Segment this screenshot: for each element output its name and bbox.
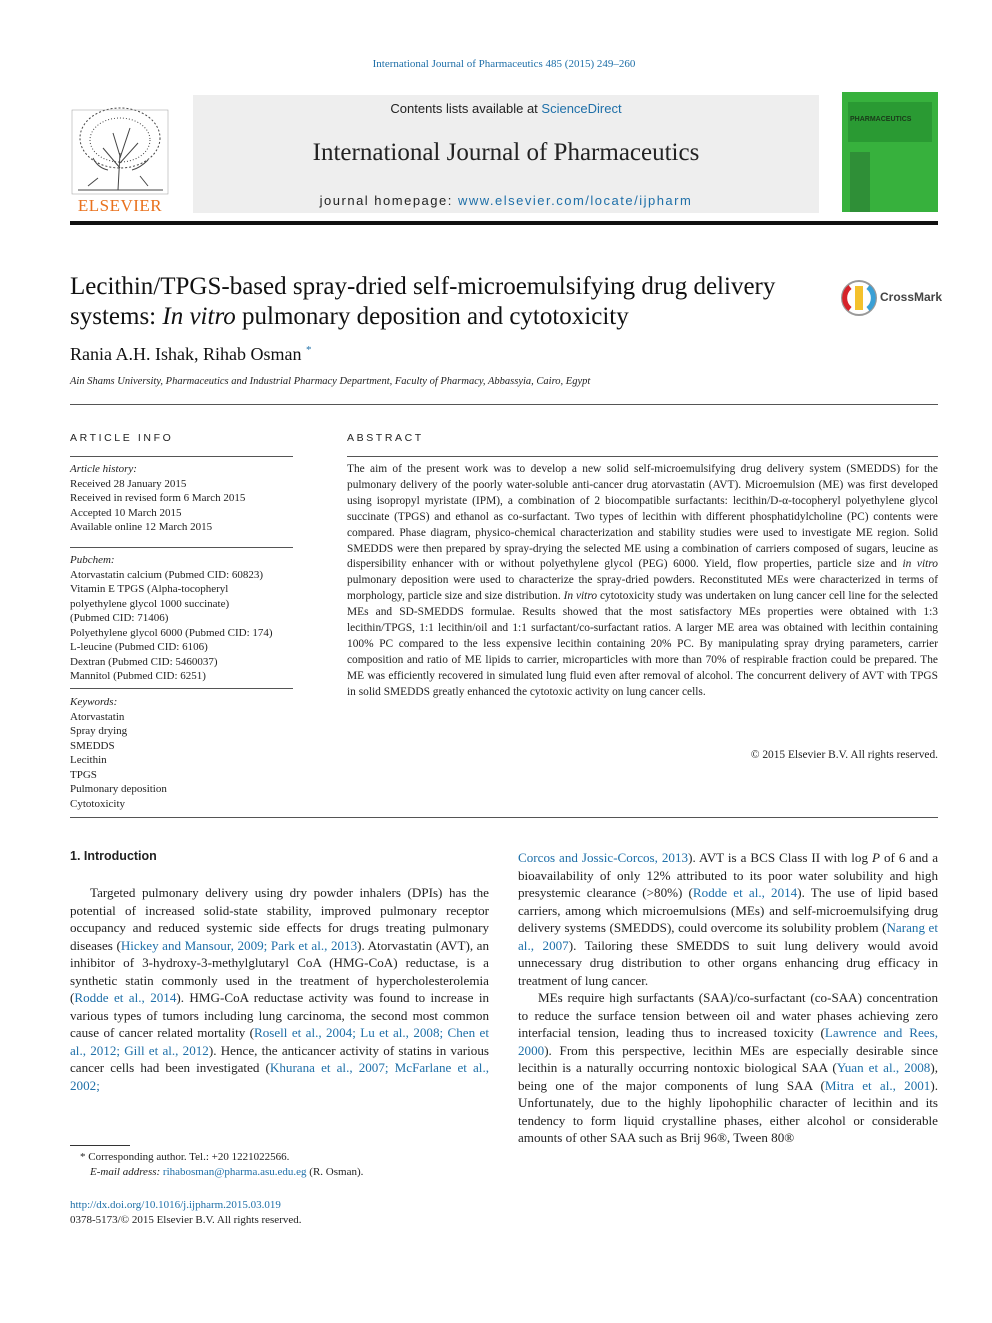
abstract-text (347, 462, 938, 701)
body-text: ). Unfortunately, due to the highly lipohophilic character of lecithin and its tendency to form liquid crystalline phases, either alcohol or considerable amounts of other SAA such as Brij 96®, Tween 80® (518, 1077, 938, 1145)
citation-link[interactable]: Hickey and Mansour, 2009; Park et al., 2013 (120, 937, 358, 953)
affiliation-divider (70, 404, 938, 405)
pubchem-divider (70, 688, 293, 689)
article-title (70, 272, 830, 332)
title-line-2-suffix: pulmonary deposition and cytotoxicity (235, 303, 629, 330)
footnote-divider (70, 1145, 130, 1146)
footnote (70, 1150, 363, 1180)
abstract-part: The aim of the present work was to develop a new solid self-microemulsifying drug delivery system (SMEDDS) for the pulmonary delivery of the poorly water-soluble anti-cancer drug atorvastatin (AVT). Microemulsion (ME) was first developed using isopropyl myristate (IPM), a combination of 2 biocompatible surfactants: lecithin/D-α-tocopheryl polyethylene glycol succinate (TPGS) and ethanol as co-surfactant. Two types of lecithin with different phosphatidylcholine (PC) contents were compared. Phase diagram, physico-chemical characterization and stability studies were used to investigate ME region. Solid SMEDDS were then prepared by spray-drying the selected ME using a combination of carriers composed of sugars, leucine as dispersibility enhancer with or without polyethylene glycol (PEG) 6000. Yield, flow properties, particle size and (347, 463, 938, 571)
pubchem-item: (Pubmed CID: 71406) (70, 612, 169, 624)
corresponding-author-mark[interactable]: * (305, 344, 312, 356)
keyword-item: Atorvastatin (70, 710, 125, 723)
keyword-item: Lecithin (70, 754, 107, 766)
keyword-item: Spray drying (70, 725, 128, 737)
pubchem-item: Vitamin E TPGS (Alpha-tocopheryl (70, 583, 229, 595)
sciencedirect-link[interactable]: ScienceDirect (541, 101, 622, 116)
history-item: Received 28 January 2015 (70, 477, 187, 490)
journal-title: International Journal of Pharmaceutics (312, 139, 700, 166)
keyword-item: Cytotoxicity (70, 797, 125, 810)
homepage-link[interactable]: www.elsevier.com/locate/ijpharm (457, 193, 693, 208)
publisher-name: ELSEVIER (77, 196, 163, 215)
contents-line (193, 101, 819, 116)
journal-cover[interactable] (842, 92, 938, 212)
title-line-2-italic: In vitro (162, 303, 236, 330)
body-text: ). AVT is a BCS Class II with log (688, 850, 872, 865)
abstract-end-divider (70, 817, 938, 818)
author-list (70, 344, 311, 365)
title-line-1: Lecithin/TPGS-based spray-dried self-microemulsifying drug delivery (70, 273, 776, 300)
body-column-left (70, 884, 489, 1094)
body-text: ). The use of lipid based carriers, among which microemulsions (MEs) and self-microemulsifying drug delivery systems (SMEDDS), could overcome its solubility problem ( (518, 885, 938, 935)
email-label: E-mail address: (90, 1166, 163, 1178)
body-text: ). Tailoring these SMEDDS to suit lung delivery would avoid unnecessary drug distribution to other organs enhancing drug efficacy in treatment of lung cancer. (518, 937, 938, 988)
abstract-divider (347, 456, 938, 457)
pubchem-label: Pubchem: (70, 554, 115, 566)
keyword-item: TPGS (70, 768, 97, 781)
pubchem-item: L-leucine (Pubmed CID: 6106) (70, 641, 208, 653)
issn-line: 0378-5173/© 2015 Elsevier B.V. All rights reserved. (70, 1213, 302, 1226)
author-names: Rania A.H. Ishak, Rihab Osman (70, 344, 302, 364)
article-info-heading: ARTICLE INFO (70, 432, 174, 444)
corresponding-author-note: Corresponding author. Tel.: +20 1221022566. (88, 1151, 290, 1163)
affiliation: Ain Shams University, Pharmaceutics and Industrial Pharmacy Department, Faculty of Pharmacy, Abbassyia, Cairo, Egypt (70, 376, 591, 387)
crossmark-label: CrossMark (880, 290, 943, 304)
citation-link[interactable]: Khurana et al., 2007; McFarlane et al., 2002; (70, 1060, 489, 1093)
body-paragraph (518, 989, 938, 1147)
keyword-list (70, 695, 300, 811)
email-link[interactable]: rihabosman@pharma.asu.edu.eg (162, 1166, 307, 1178)
citation-link[interactable]: Narang et al., 2007 (518, 920, 938, 953)
keyword-item: SMEDDS (70, 739, 115, 752)
article-info-divider (70, 456, 293, 457)
title-line-2-prefix: systems: (70, 303, 163, 330)
body-text: MEs require high surfactants (SAA)/co-surfactant (co-SAA) concentration to reduce the surface tension between oil and water phases achieving zero interfacial tension, leading thus to increased toxicity ( (518, 990, 938, 1040)
article-history (70, 462, 300, 535)
body-text: P (872, 850, 880, 865)
body-text: ). From this perspective, lecithin MEs are especially desirable since lecithin is a naturally occurring nontoxic biological SAA ( (518, 1042, 938, 1075)
pubchem-item: Atorvastatin calcium (Pubmed CID: 60823) (70, 568, 264, 581)
pubchem-item: polyethylene glycol 1000 succinate) (70, 597, 230, 610)
history-item: Available online 12 March 2015 (70, 521, 213, 533)
body-text: Targeted pulmonary delivery using dry powder inhalers (DPIs) has the potential of increased solid-state stability, improved pulmonary receptor occupancy and reduced systemic side effects for drugs treating pulmonary diseases ( (70, 885, 489, 953)
body-column-right (518, 849, 938, 1147)
body-text: ). Atorvastatin (AVT), an inhibitor of 3-hydroxy-3-methylglutaryl CoA (HMG-CoA) reductase, is a synthetic statin commonly used in the treatment of hypercholesterolemia ( (70, 937, 489, 1005)
header-divider (70, 221, 938, 225)
keyword-item: Pulmonary deposition (70, 783, 167, 795)
abstract-italic: in vitro (902, 558, 938, 571)
history-item: Accepted 10 March 2015 (70, 506, 182, 519)
citation-link[interactable]: Corcos and Jossic-Corcos, 2013 (518, 850, 689, 865)
pubchem-item: Polyethylene glycol 6000 (Pubmed CID: 174) (70, 626, 273, 639)
citation-link[interactable]: Yuan et al., 2008 (836, 1060, 931, 1075)
body-text: ). HMG-CoA reductase activity was found to increase in various types of tumors including lung carcinoma, the second most common cause of cancer related mortality ( (70, 990, 489, 1040)
abstract-part: cytotoxicity study was undertaken on lung cancer cell line for the selected MEs and SD-SMEDDS formulae. Results showed that the most satisfactory MEs properties were obtained with 1:3 lecithin/TPGS, 1:1 lecithin/oil and 1:1 surfactant/co-surfactant ratios. A larger ME area was obtained with lecithin containing 100% PC compared to the less expensive lecithin containing 20% PC. By manipulating spray drying parameters, carrier composition and ratio of ME lipids to carrier, microparticles with more than 70% of respirable fraction could be prepared. The ME was efficiently recovered in simulated lung fluid even after removal of alcohol. The concurrent delivery of AVT with TPGS in solid SMEDDS greatly enhanced the cytotoxic activity on lung cancer cells. (347, 590, 938, 698)
body-text: of 6 and a bioavailability of only 12% attributed to its poor water solubility and high presystemic clearance (>80%) ( (518, 850, 938, 900)
body-text: ), being one of the major components of lung SAA ( (518, 1060, 938, 1093)
history-divider (70, 547, 293, 548)
doi-block (70, 1198, 302, 1227)
abstract-part: pulmonary deposition were used to characterize the spray-dried powders. Reconstituted MEs were characterized in terms of morphology, particle size and size distribution. (347, 574, 938, 603)
citation-link[interactable]: Rosell et al., 2004; Lu et al., 2008; Chen et al., 2012; Gill et al., 2012 (70, 1025, 489, 1058)
citation-link[interactable]: Rodde et al., 2014 (74, 990, 177, 1005)
email-suffix: (R. Osman). (306, 1166, 364, 1178)
pubchem-item: Mannitol (Pubmed CID: 6251) (70, 670, 206, 682)
abstract-italic: In vitro (563, 590, 598, 603)
body-text: ). Hence, the anticancer activity of statins in various cancer cells had been investigated ( (70, 1042, 489, 1075)
section-heading-introduction: 1. Introduction (70, 849, 157, 863)
journal-citation[interactable]: International Journal of Pharmaceutics 485 (2015) 249–260 (372, 58, 636, 70)
history-label: Article history: (70, 463, 137, 475)
journal-homepage (193, 193, 819, 208)
body-paragraph (518, 849, 938, 989)
history-item: Received in revised form 6 March 2015 (70, 492, 246, 504)
cover-title: PHARMACEUTICS (850, 116, 912, 123)
abstract-heading: ABSTRACT (347, 432, 424, 444)
keywords-label: Keywords: (70, 696, 118, 708)
contents-prefix: Contents lists available at (390, 101, 542, 116)
pubchem-list (70, 553, 300, 684)
abstract-copyright: © 2015 Elsevier B.V. All rights reserved. (750, 749, 938, 761)
footnote-mark: * (80, 1151, 86, 1163)
doi-link[interactable]: http://dx.doi.org/10.1016/j.ijpharm.2015.03.019 (70, 1199, 281, 1211)
citation-link[interactable]: Lawrence and Rees, 2000 (518, 1025, 938, 1058)
pubchem-item: Dextran (Pubmed CID: 5460037) (70, 655, 218, 668)
citation-link[interactable]: Rodde et al., 2014 (692, 885, 798, 900)
citation-link[interactable]: Mitra et al., 2001 (824, 1077, 931, 1093)
homepage-label: journal homepage: (319, 193, 458, 208)
crossmark-icon (840, 279, 878, 317)
elsevier-logo (68, 98, 172, 216)
crossmark-badge[interactable] (840, 279, 943, 317)
